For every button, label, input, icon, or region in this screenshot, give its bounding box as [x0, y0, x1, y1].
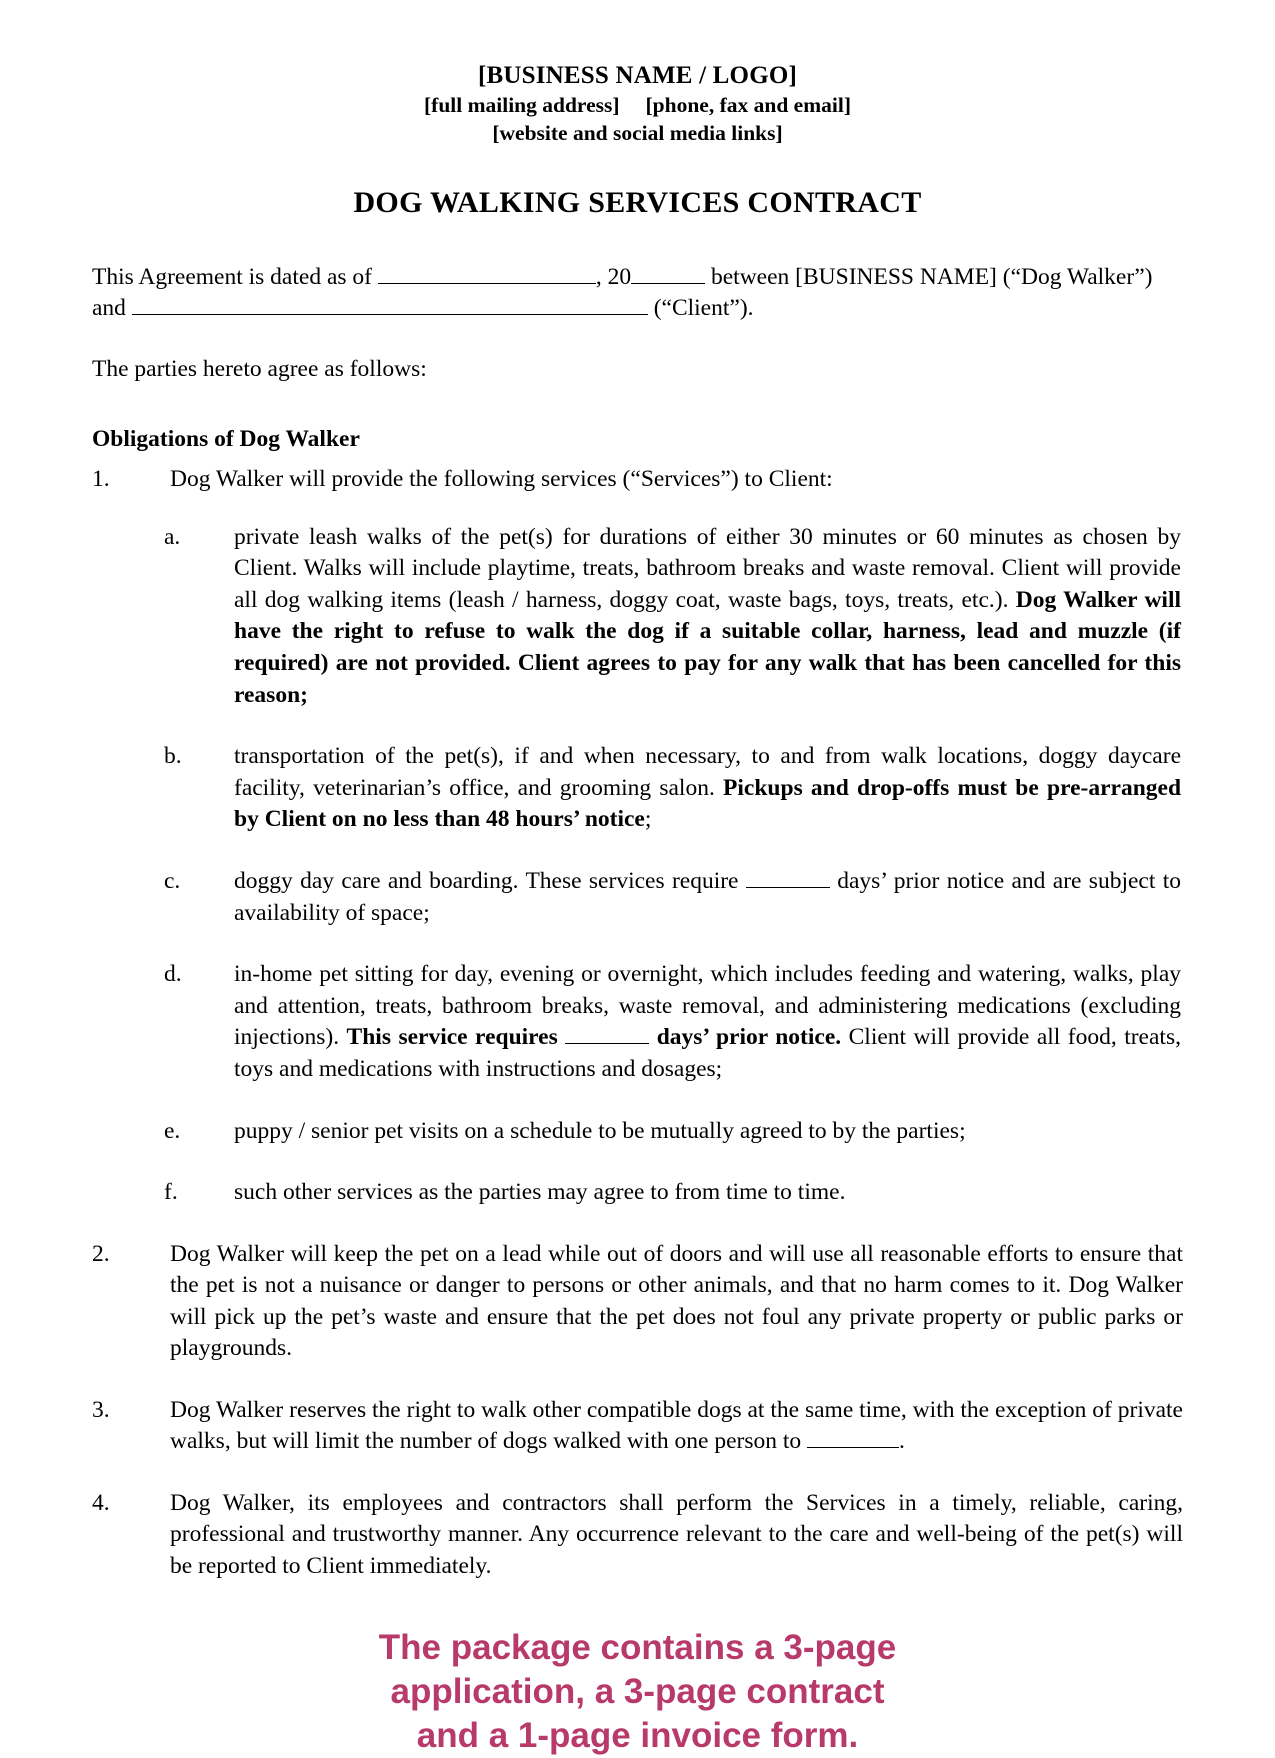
- promo-note: [92, 1626, 1183, 1758]
- clause-4-number: 4.: [92, 1489, 110, 1516]
- dogs-limit-blank-field[interactable]: [807, 1447, 899, 1448]
- service-a-letter: a.: [164, 523, 181, 550]
- service-b-normal-1: transportation of the pet(s), if and when necessary, to and from walk locations, doggy daycare facility, veterinarian’s office, and grooming salon.: [234, 743, 1181, 801]
- business-name-placeholder: [BUSINESS NAME / LOGO]: [477, 62, 798, 89]
- clause-1: [92, 464, 1183, 495]
- service-d-letter: d.: [164, 961, 182, 988]
- clause-4-text: Dog Walker, its employees and contractors shall perform the Services in a timely, reliable, caring, professional and trustworthy manner. Any occurrence relevant to the care and well-being of the pet(s) will be reported to Client immediately.: [170, 1489, 1183, 1579]
- daycare-days-blank-field[interactable]: [746, 887, 830, 888]
- service-b-text: [234, 741, 1183, 836]
- service-c-normal-1: doggy day care and boarding. These services require: [234, 868, 746, 894]
- service-c-normal-2: days’ prior notice and are subject to availability of space;: [234, 868, 1181, 926]
- service-item-e: [92, 1116, 1183, 1148]
- clause-1-number: 1.: [92, 466, 110, 493]
- service-item-c: [92, 866, 1183, 929]
- service-b-letter: b.: [164, 743, 182, 770]
- service-d-normal-2: Client will provide all food, treats, toys and medications with instructions and dosages;: [234, 1024, 1181, 1082]
- service-a-bold-1: Dog Walker will have the right to refuse to walk the dog if a suitable collar, harness, lead and muzzle (if required) are not provided. Client agrees to pay for any walk that has been cancelled for this reason;: [234, 586, 1182, 708]
- service-e-letter: e.: [164, 1117, 181, 1144]
- clause-3-text-after: .: [899, 1428, 905, 1455]
- clause-2-number: 2.: [92, 1240, 110, 1267]
- clause-1-text: Dog Walker will provide the following services (“Services”) to Client:: [170, 466, 833, 493]
- intro-text-3: between [BUSINESS NAME] (“Dog Walker”) and: [92, 263, 1153, 322]
- contact-line: [92, 92, 1183, 120]
- intro-text-2: , 20: [595, 263, 632, 290]
- service-d-bold-2: days’ prior notice.: [649, 1024, 842, 1051]
- petsitting-days-blank-field[interactable]: [565, 1043, 649, 1044]
- service-d-text: [234, 959, 1183, 1085]
- letterhead: [92, 60, 1183, 148]
- service-item-f: [92, 1177, 1183, 1209]
- phone-placeholder: [phone, fax and email]: [645, 93, 851, 117]
- service-c-text: [234, 866, 1183, 929]
- promo-line-3: and a 1-page invoice form.: [416, 1716, 859, 1756]
- service-a-normal-1: private leash walks of the pet(s) for durations of either 30 minutes or 60 minutes as chosen by Client. Walks will include playtime, treats, bathroom breaks and waste removal. Client will provide all dog walking items (leash / harness, doggy coat, waste bags, toys, treats, etc.).: [234, 523, 1181, 613]
- clause-3-text: [170, 1395, 1183, 1458]
- promo-line-1: The package contains a 3-page: [378, 1628, 897, 1668]
- service-a-text: [234, 522, 1183, 712]
- clause-3-text-before: Dog Walker reserves the right to walk other compatible dogs at the same time, with the exception of private walks, but will limit the number of dogs walked with one person to: [170, 1396, 1183, 1455]
- intro-text-1: This Agreement is dated as of: [92, 263, 378, 290]
- service-item-a: [92, 522, 1183, 712]
- section-heading-obligations: Obligations of Dog Walker: [92, 425, 360, 452]
- mailing-address-placeholder: [full mailing address]: [424, 93, 620, 117]
- services-list: [92, 522, 1183, 1209]
- parties-agree-line: The parties hereto agree as follows:: [92, 356, 427, 383]
- service-b-normal-2: ;: [644, 806, 652, 833]
- service-item-b: [92, 741, 1183, 836]
- clause-4: [92, 1488, 1183, 1582]
- date-blank-field[interactable]: [378, 283, 596, 284]
- service-f-text: such other services as the parties may agree to from time to time.: [234, 1179, 846, 1206]
- service-d-normal-1: in-home pet sitting for day, evening or overnight, which includes feeding and watering, walks, play and attention, treats, bathroom breaks, waste removal, and administering medications (excluding injections).: [234, 961, 1181, 1051]
- intro-text-4: (“Client”).: [647, 295, 754, 322]
- clause-3: [92, 1395, 1183, 1458]
- agreement-date-paragraph: [92, 262, 1183, 325]
- website-placeholder: [website and social media links]: [492, 120, 783, 145]
- promo-line-2: application, a 3-page contract: [390, 1672, 885, 1712]
- client-name-blank-field[interactable]: [132, 314, 648, 315]
- service-d-bold-1: This service requires: [346, 1024, 566, 1051]
- clause-2: [92, 1239, 1183, 1365]
- clause-2-text: Dog Walker will keep the pet on a lead while out of doors and will use all reasonable efforts to ensure that the pet is not a nuisance or danger to persons or other animals, and that no harm comes to it. Dog Walker will pick up the pet’s waste and ensure that the pet does not foul any private property or public parks or playgrounds.: [170, 1240, 1183, 1362]
- page-title: DOG WALKING SERVICES CONTRACT: [353, 185, 922, 219]
- service-b-bold-1: Pickups and drop-offs must be pre-arranged by Client on no less than 48 hours’ notice: [234, 774, 1182, 833]
- service-c-letter: c.: [164, 868, 181, 894]
- year-blank-field[interactable]: [631, 283, 705, 284]
- service-f-letter: f.: [164, 1179, 178, 1206]
- clause-3-number: 3.: [92, 1396, 110, 1423]
- service-e-text: puppy / senior pet visits on a schedule to be mutually agreed to by the parties;: [234, 1117, 966, 1144]
- service-item-d: [92, 959, 1183, 1085]
